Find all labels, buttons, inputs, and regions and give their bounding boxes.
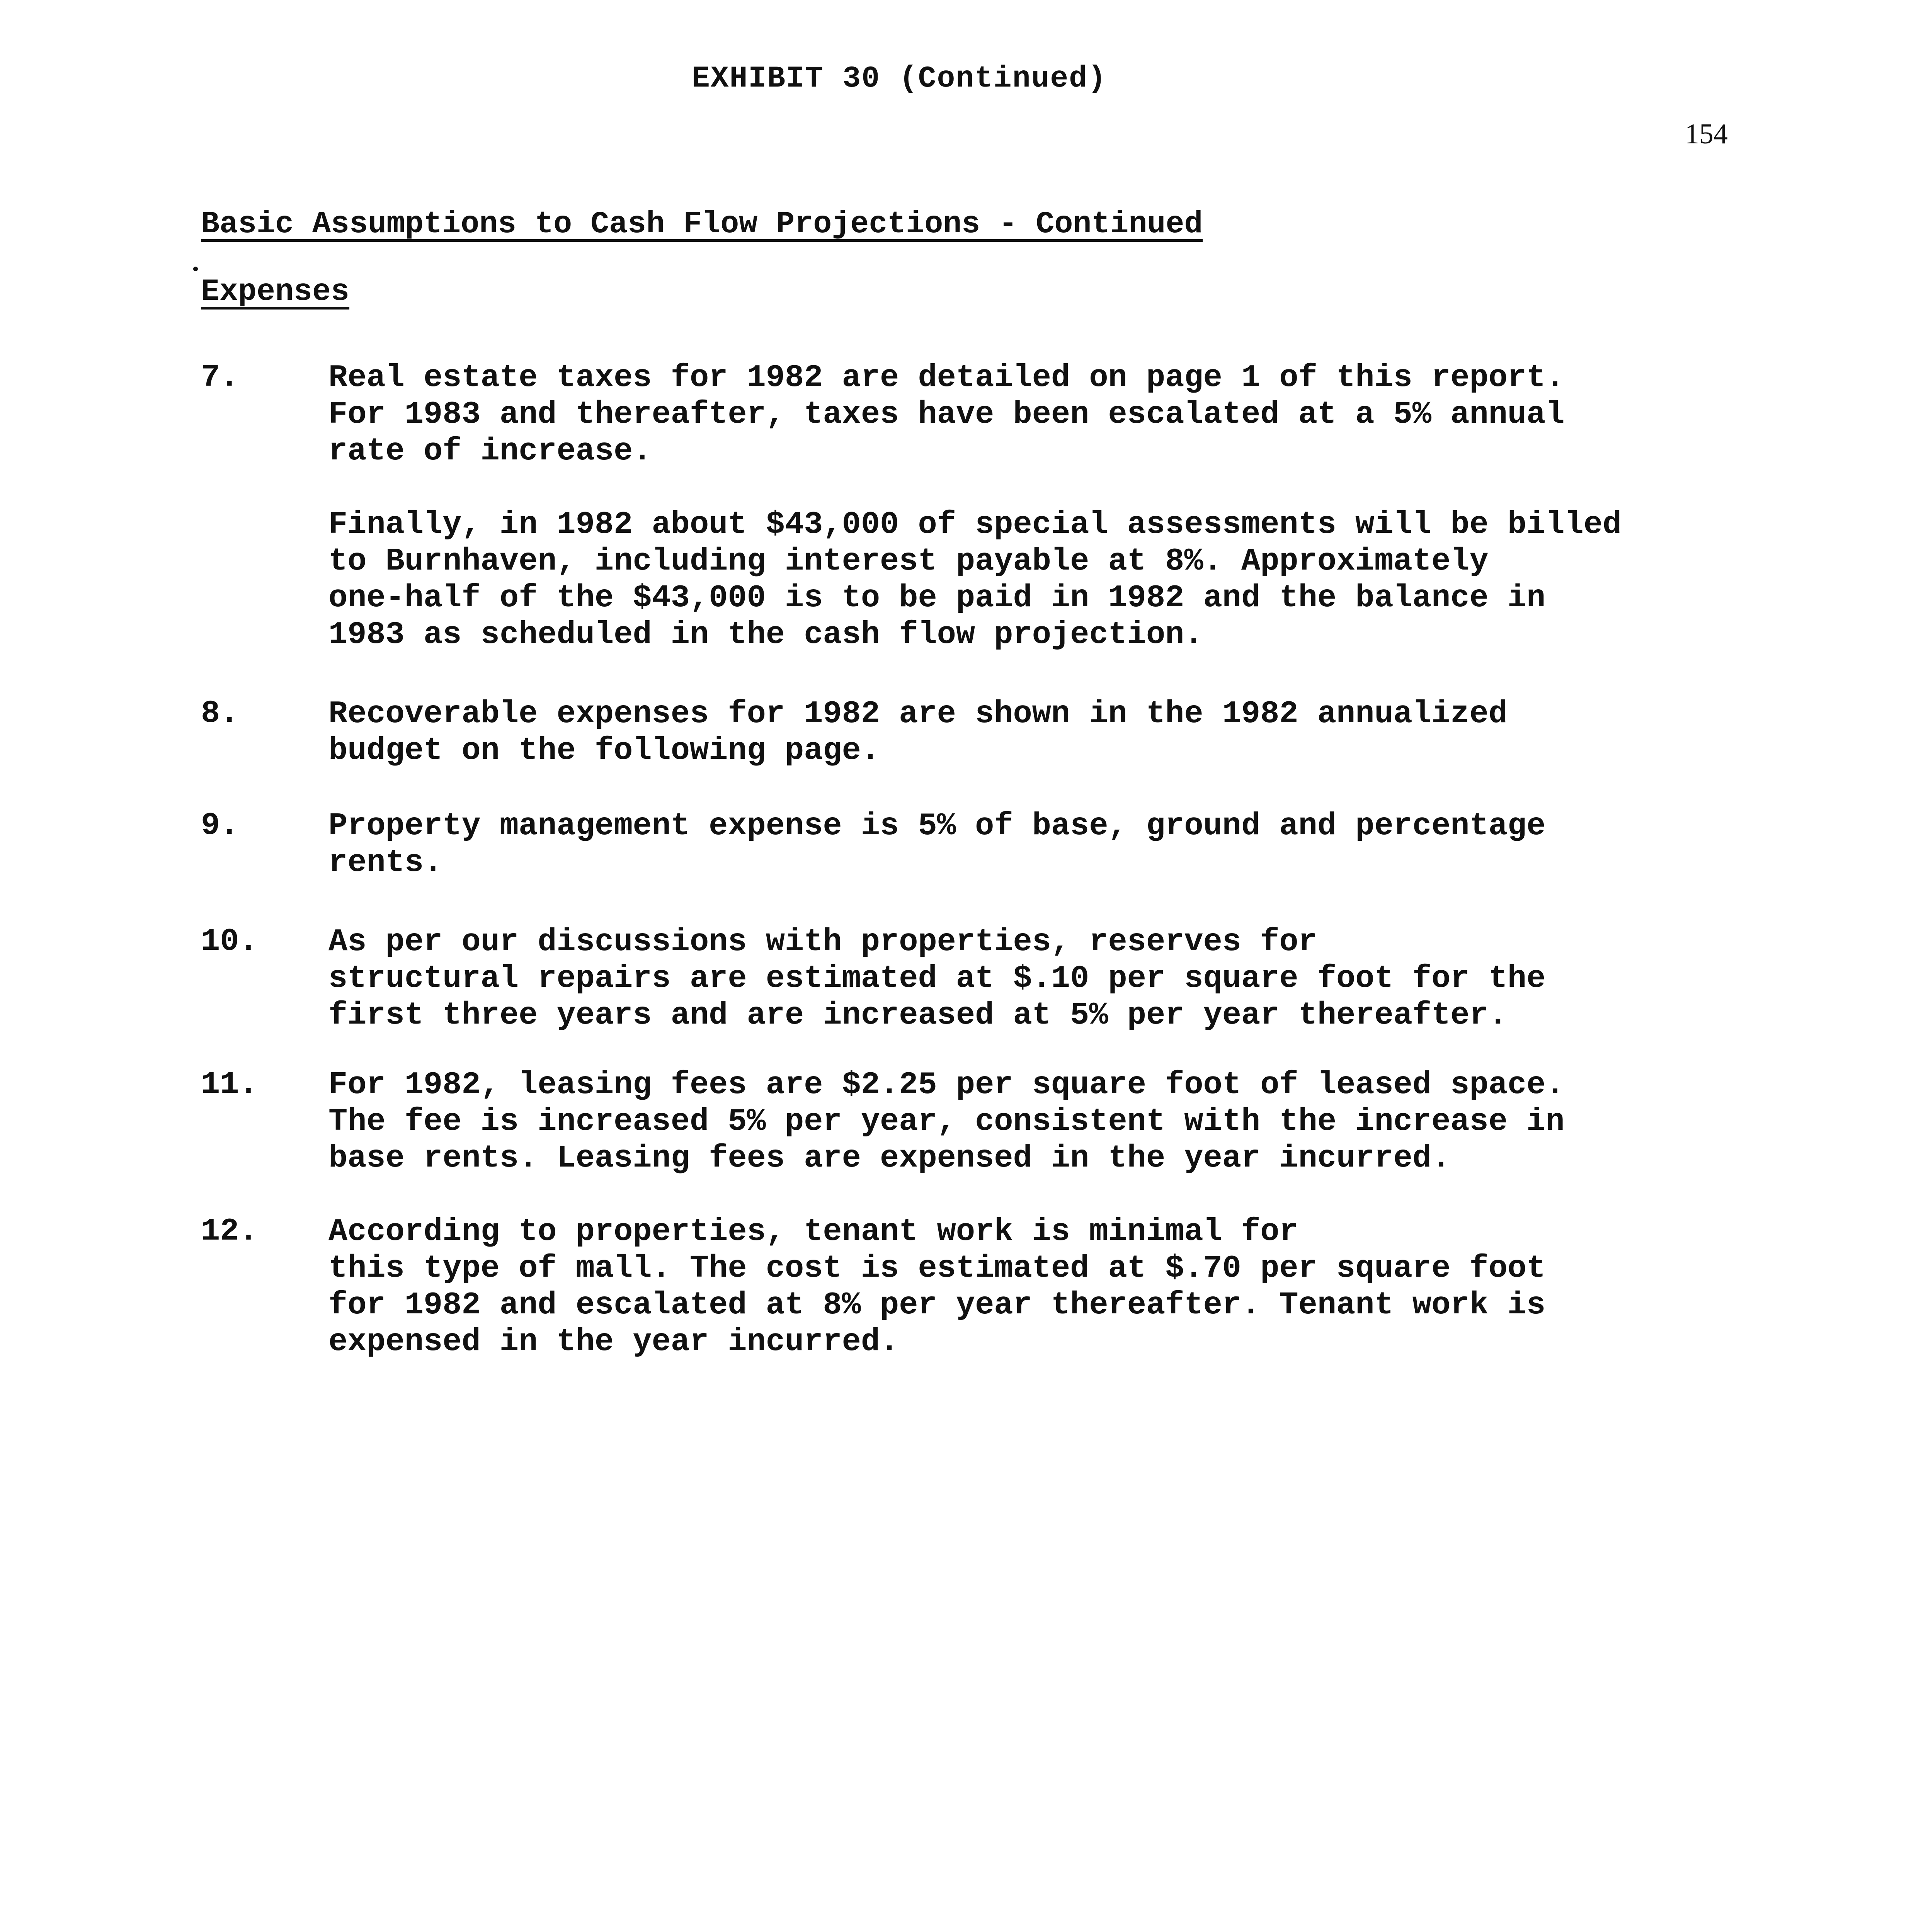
item-paragraph: Real estate taxes for 1982 are detailed on page 1 of this report. For 1983 and thereafter, taxes have been escalated at a 5% annual rate of increase. — [328, 360, 1565, 469]
item-body — [328, 808, 1666, 881]
item-body — [328, 1066, 1666, 1177]
expenses-subheading: Expenses — [201, 274, 350, 310]
item-body — [328, 696, 1666, 769]
item-number: 10. — [201, 923, 258, 959]
item-body — [328, 359, 1666, 653]
item-paragraph: Finally, in 1982 about $43,000 of special assessments will be billed to Burnhaven, including interest payable at 8%. Approximately one-half of the $43,000 is to be paid in 1982 and the balance in 1983 as scheduled in the cash flow projection. — [328, 507, 1622, 653]
item-paragraph: For 1982, leasing fees are $2.25 per square foot of leased space. The fee is increased 5% per year, consistent with the increase in base rents. Leasing fees are expensed in the year incurred. — [328, 1067, 1565, 1176]
exhibit-title: EXHIBIT 30 (Continued) — [692, 62, 1107, 96]
item-body — [328, 923, 1666, 1034]
item-paragraph: Recoverable expenses for 1982 are shown in the 1982 annualized budget on the following page. — [328, 696, 1508, 769]
item-number: 7. — [201, 359, 239, 395]
item-paragraph: As per our discussions with properties, reserves for structural repairs are estimated at $.10 per square foot for the first three years and are increased at 5% per year thereafter. — [328, 924, 1546, 1033]
item-number: 12. — [201, 1213, 258, 1249]
item-paragraph: According to properties, tenant work is minimal for this type of mall. The cost is estimated at $.70 per square foot for 1982 and escalated at 8% per year thereafter. Tenant work is expensed in the year incurred. — [328, 1214, 1546, 1360]
page-number: 154 — [1685, 118, 1728, 150]
item-number: 8. — [201, 696, 239, 731]
item-body — [328, 1213, 1666, 1360]
item-paragraph: Property management expense is 5% of base, ground and percentage rents. — [328, 808, 1546, 881]
stray-mark — [193, 267, 198, 271]
section-heading: Basic Assumptions to Cash Flow Projections - Continued — [201, 207, 1203, 242]
item-number: 11. — [201, 1066, 258, 1102]
item-number: 9. — [201, 808, 239, 844]
